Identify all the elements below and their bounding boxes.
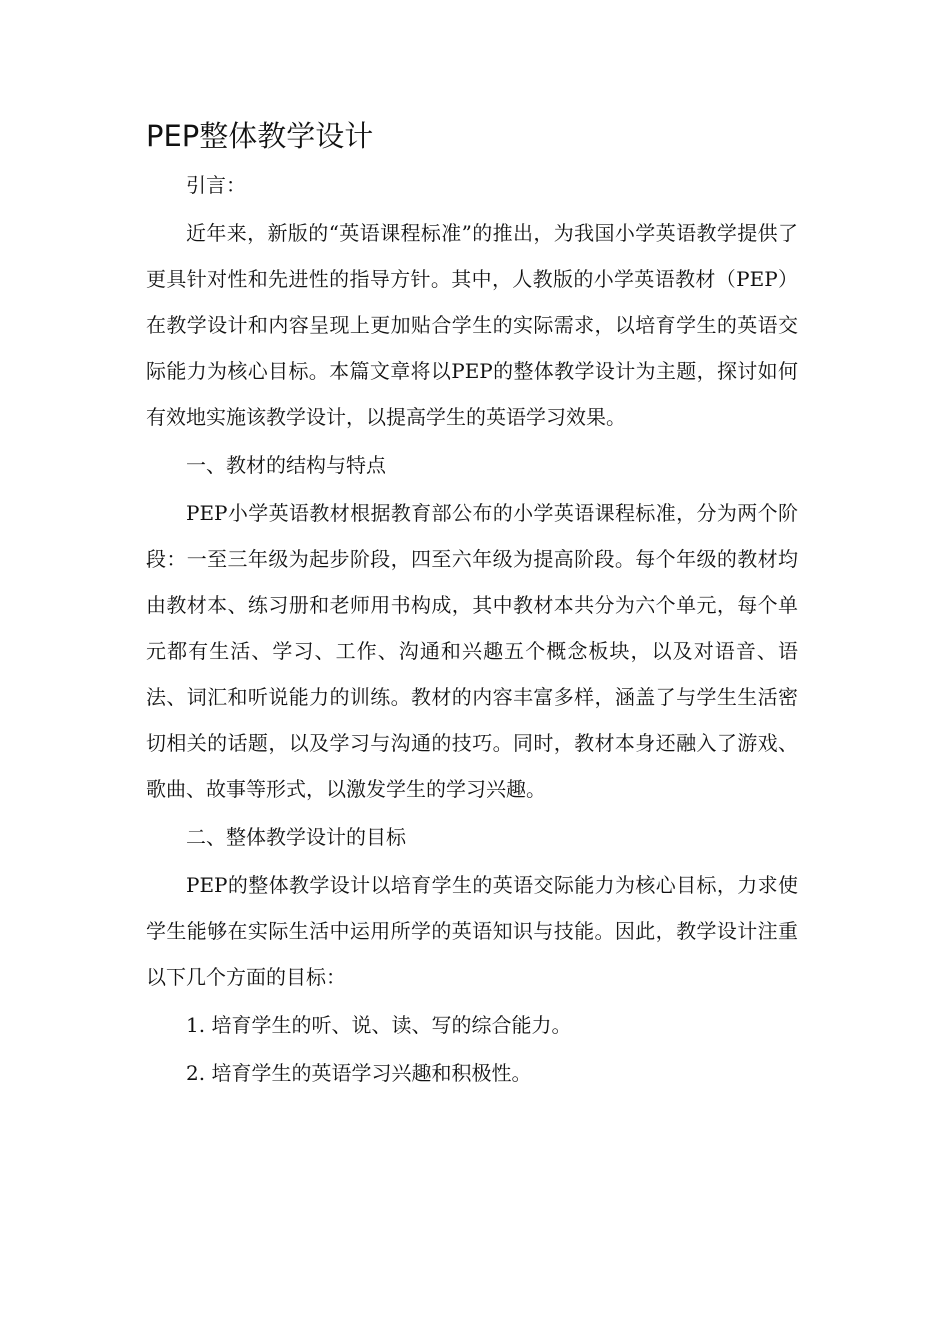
- section-1-paragraph: PEP小学英语教材根据教育部公布的小学英语课程标准，分为两个阶段：一至三年级为起步阶段，四至六年级为提高阶段。每个年级的教材均由教材本、练习册和老师用书构成，其中教材本共分为六个单元，每个单元都有生活、学习、工作、沟通和兴趣五个概念板块，以及对语音、语法、词汇和听说能力的训练。教材的内容丰富多样，涵盖了与学生生活密切相关的话题，以及学习与沟通的技巧。同时，教材本身还融入了游戏、歌曲、故事等形式，以激发学生的学习兴趣。: [146, 501, 798, 801]
- intro-paragraph: 近年来，新版的“英语课程标准”的推出，为我国小学英语教学提供了更具针对性和先进性的指导方针。其中，人教版的小学英语教材（PEP）在教学设计和内容呈现上更加贴合学生的实际需求，以培育学生的英语交际能力为核心目标。本篇文章将以PEP的整体教学设计为主题，探讨如何有效地实施该教学设计，以提高学生的英语学习效果。: [146, 221, 798, 429]
- document-body: [146, 162, 798, 1096]
- section-heading-2: 二、整体教学设计的目标: [186, 825, 406, 849]
- intro-label: 引言：: [186, 173, 246, 197]
- list-item: 1. 培育学生的听、说、读、写的综合能力。: [186, 1013, 572, 1037]
- section-heading-1: 一、教材的结构与特点: [186, 453, 386, 477]
- list-item: 2. 培育学生的英语学习兴趣和积极性。: [186, 1061, 532, 1085]
- section-2-paragraph: PEP的整体教学设计以培育学生的英语交际能力为核心目标，力求使学生能够在实际生活中运用所学的英语知识与技能。因此，教学设计注重以下几个方面的目标：: [146, 873, 798, 989]
- document-title: PEP整体教学设计: [146, 119, 374, 153]
